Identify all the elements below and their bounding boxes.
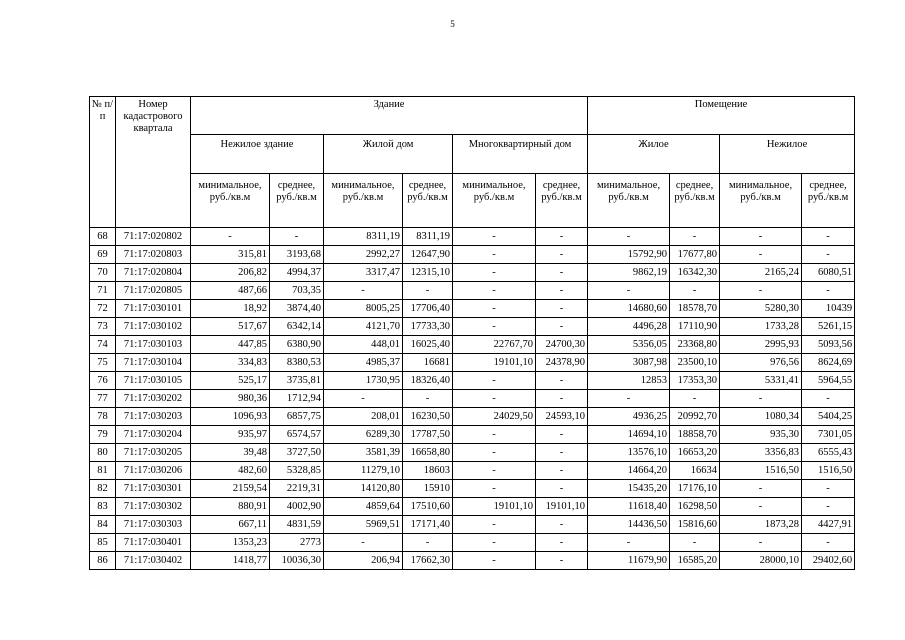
- value-cell: 8624,69: [802, 354, 855, 372]
- value-cell: -: [536, 552, 588, 570]
- page-number: 5: [450, 19, 455, 29]
- value-cell: 24029,50: [453, 408, 536, 426]
- value-cell: -: [536, 426, 588, 444]
- value-cell: -: [720, 390, 802, 408]
- value-cell: 1353,23: [191, 534, 270, 552]
- value-cell: 29402,60: [802, 552, 855, 570]
- value-cell: 1418,77: [191, 552, 270, 570]
- value-cell: 8311,19: [403, 228, 453, 246]
- value-cell: 2992,27: [324, 246, 403, 264]
- value-cell: 16681: [403, 354, 453, 372]
- header-cadastral: Номер кадастрового квартала: [116, 97, 191, 228]
- header-avg: среднее, руб./кв.м: [403, 174, 453, 228]
- value-cell: 667,11: [191, 516, 270, 534]
- value-cell: -: [536, 516, 588, 534]
- value-cell: 206,94: [324, 552, 403, 570]
- row-number-cell: 83: [90, 498, 116, 516]
- value-cell: -: [453, 372, 536, 390]
- value-cell: -: [453, 264, 536, 282]
- value-cell: -: [720, 534, 802, 552]
- table-row: [90, 354, 855, 372]
- header-min: минимальное, руб./кв.м: [324, 174, 403, 228]
- value-cell: 10036,30: [270, 552, 324, 570]
- value-cell: -: [453, 534, 536, 552]
- table-row: [90, 282, 855, 300]
- value-cell: -: [536, 282, 588, 300]
- row-number-cell: 72: [90, 300, 116, 318]
- value-cell: -: [588, 228, 670, 246]
- value-cell: -: [670, 534, 720, 552]
- value-cell: -: [588, 282, 670, 300]
- value-cell: -: [453, 462, 536, 480]
- value-cell: 2159,54: [191, 480, 270, 498]
- value-cell: -: [802, 282, 855, 300]
- value-cell: 16230,50: [403, 408, 453, 426]
- value-cell: 18578,70: [670, 300, 720, 318]
- value-cell: -: [324, 282, 403, 300]
- table-row: [90, 336, 855, 354]
- value-cell: -: [588, 390, 670, 408]
- table-row: [90, 372, 855, 390]
- value-cell: -: [403, 390, 453, 408]
- value-cell: -: [720, 498, 802, 516]
- value-cell: 14694,10: [588, 426, 670, 444]
- value-cell: -: [670, 390, 720, 408]
- value-cell: 4831,59: [270, 516, 324, 534]
- header-min: минимальное, руб./кв.м: [588, 174, 670, 228]
- value-cell: -: [802, 534, 855, 552]
- cadastral-number-cell: 71:17:030101: [116, 300, 191, 318]
- header-min: минимальное, руб./кв.м: [453, 174, 536, 228]
- value-cell: 1873,28: [720, 516, 802, 534]
- value-cell: 6080,51: [802, 264, 855, 282]
- table-row: [90, 426, 855, 444]
- header-premises: Помещение: [588, 97, 855, 135]
- value-cell: 18326,40: [403, 372, 453, 390]
- value-cell: 12853: [588, 372, 670, 390]
- row-number-cell: 69: [90, 246, 116, 264]
- value-cell: 517,67: [191, 318, 270, 336]
- header-min: минимальное, руб./кв.м: [720, 174, 802, 228]
- value-cell: 17510,60: [403, 498, 453, 516]
- value-cell: -: [720, 228, 802, 246]
- value-cell: 15816,60: [670, 516, 720, 534]
- row-number-cell: 85: [90, 534, 116, 552]
- value-cell: -: [536, 228, 588, 246]
- value-cell: 3087,98: [588, 354, 670, 372]
- value-cell: 8005,25: [324, 300, 403, 318]
- row-number-cell: 78: [90, 408, 116, 426]
- value-cell: -: [403, 534, 453, 552]
- value-cell: 24593,10: [536, 408, 588, 426]
- value-cell: 14436,50: [588, 516, 670, 534]
- value-cell: 980,36: [191, 390, 270, 408]
- value-cell: 334,83: [191, 354, 270, 372]
- header-house: Жилой дом: [324, 135, 453, 174]
- table-row: [90, 408, 855, 426]
- value-cell: 487,66: [191, 282, 270, 300]
- row-number-cell: 75: [90, 354, 116, 372]
- cadastral-number-cell: 71:17:030402: [116, 552, 191, 570]
- value-cell: 18,92: [191, 300, 270, 318]
- value-cell: -: [453, 444, 536, 462]
- value-cell: 315,81: [191, 246, 270, 264]
- value-cell: 2165,24: [720, 264, 802, 282]
- table-row: [90, 228, 855, 246]
- value-cell: 8380,53: [270, 354, 324, 372]
- value-cell: 4427,91: [802, 516, 855, 534]
- value-cell: 7301,05: [802, 426, 855, 444]
- table-row: [90, 300, 855, 318]
- value-cell: 6555,43: [802, 444, 855, 462]
- value-cell: 4121,70: [324, 318, 403, 336]
- cadastral-number-cell: 71:17:030102: [116, 318, 191, 336]
- value-cell: 16634: [670, 462, 720, 480]
- cadastral-number-cell: 71:17:030204: [116, 426, 191, 444]
- header-nonres-building: Нежилое здание: [191, 135, 324, 174]
- table-row: [90, 444, 855, 462]
- value-cell: 482,60: [191, 462, 270, 480]
- value-cell: 5331,41: [720, 372, 802, 390]
- value-cell: 3874,40: [270, 300, 324, 318]
- value-cell: 5404,25: [802, 408, 855, 426]
- value-cell: 3317,47: [324, 264, 403, 282]
- row-number-cell: 80: [90, 444, 116, 462]
- value-cell: 15792,90: [588, 246, 670, 264]
- value-cell: 17733,30: [403, 318, 453, 336]
- value-cell: 19101,10: [453, 354, 536, 372]
- value-cell: -: [720, 480, 802, 498]
- value-cell: -: [802, 228, 855, 246]
- header-num: № п/п: [90, 97, 116, 228]
- header-residential: Жилое: [588, 135, 720, 174]
- value-cell: 2995,93: [720, 336, 802, 354]
- value-cell: 525,17: [191, 372, 270, 390]
- table-row: [90, 480, 855, 498]
- table-row: [90, 246, 855, 264]
- value-cell: -: [536, 318, 588, 336]
- value-cell: 6380,90: [270, 336, 324, 354]
- table-row: [90, 462, 855, 480]
- value-cell: 703,35: [270, 282, 324, 300]
- value-cell: 17677,80: [670, 246, 720, 264]
- value-cell: 14680,60: [588, 300, 670, 318]
- value-cell: 6289,30: [324, 426, 403, 444]
- value-cell: 206,82: [191, 264, 270, 282]
- value-cell: -: [536, 444, 588, 462]
- row-number-cell: 70: [90, 264, 116, 282]
- value-cell: 1096,93: [191, 408, 270, 426]
- value-cell: 12315,10: [403, 264, 453, 282]
- cadastral-number-cell: 71:17:030205: [116, 444, 191, 462]
- value-cell: 11679,90: [588, 552, 670, 570]
- row-number-cell: 68: [90, 228, 116, 246]
- value-cell: -: [536, 462, 588, 480]
- cadastral-number-cell: 71:17:030203: [116, 408, 191, 426]
- value-cell: -: [453, 390, 536, 408]
- value-cell: -: [536, 264, 588, 282]
- value-cell: 5356,05: [588, 336, 670, 354]
- value-cell: -: [670, 282, 720, 300]
- value-cell: 5969,51: [324, 516, 403, 534]
- value-cell: -: [802, 480, 855, 498]
- value-cell: 15435,20: [588, 480, 670, 498]
- value-cell: -: [453, 282, 536, 300]
- row-number-cell: 76: [90, 372, 116, 390]
- value-cell: 935,97: [191, 426, 270, 444]
- cadastral-number-cell: 71:17:020804: [116, 264, 191, 282]
- value-cell: 16342,30: [670, 264, 720, 282]
- value-cell: 16298,50: [670, 498, 720, 516]
- cadastral-number-cell: 71:17:020805: [116, 282, 191, 300]
- cadastral-number-cell: 71:17:030302: [116, 498, 191, 516]
- value-cell: 3193,68: [270, 246, 324, 264]
- value-cell: 2773: [270, 534, 324, 552]
- value-cell: 5964,55: [802, 372, 855, 390]
- value-cell: 4936,25: [588, 408, 670, 426]
- value-cell: 3356,83: [720, 444, 802, 462]
- row-number-cell: 79: [90, 426, 116, 444]
- value-cell: 16025,40: [403, 336, 453, 354]
- value-cell: -: [536, 300, 588, 318]
- value-cell: -: [453, 552, 536, 570]
- value-cell: 4002,90: [270, 498, 324, 516]
- table-row: [90, 318, 855, 336]
- value-cell: 1516,50: [720, 462, 802, 480]
- value-cell: 17787,50: [403, 426, 453, 444]
- value-cell: 976,56: [720, 354, 802, 372]
- value-cell: 19101,10: [453, 498, 536, 516]
- value-cell: 18603: [403, 462, 453, 480]
- value-cell: -: [453, 300, 536, 318]
- table-row: [90, 516, 855, 534]
- value-cell: -: [324, 390, 403, 408]
- value-cell: -: [453, 516, 536, 534]
- value-cell: 3735,81: [270, 372, 324, 390]
- value-cell: 23500,10: [670, 354, 720, 372]
- value-cell: 448,01: [324, 336, 403, 354]
- value-cell: 1080,34: [720, 408, 802, 426]
- value-cell: 6857,75: [270, 408, 324, 426]
- cadastral-number-cell: 71:17:030301: [116, 480, 191, 498]
- value-cell: -: [453, 480, 536, 498]
- table-row: [90, 534, 855, 552]
- table-row: [90, 390, 855, 408]
- value-cell: 1712,94: [270, 390, 324, 408]
- cadastral-number-cell: 71:17:030104: [116, 354, 191, 372]
- value-cell: 28000,10: [720, 552, 802, 570]
- value-cell: 19101,10: [536, 498, 588, 516]
- value-cell: 11618,40: [588, 498, 670, 516]
- value-cell: 11279,10: [324, 462, 403, 480]
- value-cell: -: [720, 246, 802, 264]
- value-cell: 5280,30: [720, 300, 802, 318]
- header-avg: среднее, руб./кв.м: [270, 174, 324, 228]
- header-avg: среднее, руб./кв.м: [670, 174, 720, 228]
- cadastral-number-cell: 71:17:030303: [116, 516, 191, 534]
- value-cell: -: [270, 228, 324, 246]
- value-cell: 880,91: [191, 498, 270, 516]
- row-number-cell: 84: [90, 516, 116, 534]
- value-cell: 4496,28: [588, 318, 670, 336]
- value-cell: -: [191, 228, 270, 246]
- table-row: [90, 498, 855, 516]
- value-cell: -: [670, 228, 720, 246]
- value-cell: 17662,30: [403, 552, 453, 570]
- value-cell: -: [588, 534, 670, 552]
- value-cell: 24378,90: [536, 354, 588, 372]
- cadastral-number-cell: 71:17:030401: [116, 534, 191, 552]
- value-cell: 6342,14: [270, 318, 324, 336]
- value-cell: -: [403, 282, 453, 300]
- value-cell: 17353,30: [670, 372, 720, 390]
- value-cell: -: [536, 390, 588, 408]
- value-cell: 447,85: [191, 336, 270, 354]
- value-cell: 17110,90: [670, 318, 720, 336]
- header-min: минимальное, руб./кв.м: [191, 174, 270, 228]
- value-cell: -: [802, 390, 855, 408]
- row-number-cell: 77: [90, 390, 116, 408]
- row-number-cell: 74: [90, 336, 116, 354]
- cadastral-number-cell: 71:17:020802: [116, 228, 191, 246]
- value-cell: 15910: [403, 480, 453, 498]
- value-cell: 20992,70: [670, 408, 720, 426]
- value-cell: 14664,20: [588, 462, 670, 480]
- value-cell: 16658,80: [403, 444, 453, 462]
- value-cell: -: [453, 318, 536, 336]
- value-cell: -: [802, 246, 855, 264]
- value-cell: 4985,37: [324, 354, 403, 372]
- value-cell: 16653,20: [670, 444, 720, 462]
- value-cell: 18858,70: [670, 426, 720, 444]
- value-cell: -: [536, 246, 588, 264]
- header-apartment-building: Многоквартирный дом: [453, 135, 588, 174]
- value-cell: 8311,19: [324, 228, 403, 246]
- value-cell: 4859,64: [324, 498, 403, 516]
- value-cell: -: [453, 246, 536, 264]
- row-number-cell: 81: [90, 462, 116, 480]
- value-cell: 9862,19: [588, 264, 670, 282]
- value-cell: 5328,85: [270, 462, 324, 480]
- cadastral-number-cell: 71:17:030105: [116, 372, 191, 390]
- value-cell: 5093,56: [802, 336, 855, 354]
- value-cell: 39,48: [191, 444, 270, 462]
- table-body: [90, 228, 855, 570]
- value-cell: -: [536, 480, 588, 498]
- value-cell: -: [802, 498, 855, 516]
- header-avg: среднее, руб./кв.м: [536, 174, 588, 228]
- value-cell: 17706,40: [403, 300, 453, 318]
- table-row: [90, 552, 855, 570]
- row-number-cell: 86: [90, 552, 116, 570]
- value-cell: 1516,50: [802, 462, 855, 480]
- value-cell: 17176,10: [670, 480, 720, 498]
- value-cell: 2219,31: [270, 480, 324, 498]
- cadastral-number-cell: 71:17:030206: [116, 462, 191, 480]
- value-cell: 10439: [802, 300, 855, 318]
- value-cell: -: [453, 228, 536, 246]
- value-cell: 6574,57: [270, 426, 324, 444]
- value-cell: 4994,37: [270, 264, 324, 282]
- header-avg: среднее, руб./кв.м: [802, 174, 855, 228]
- value-cell: 3581,39: [324, 444, 403, 462]
- value-cell: 13576,10: [588, 444, 670, 462]
- value-cell: 14120,80: [324, 480, 403, 498]
- value-cell: -: [720, 282, 802, 300]
- cadastral-number-cell: 71:17:020803: [116, 246, 191, 264]
- cadastral-value-table: [89, 96, 855, 570]
- value-cell: 1733,28: [720, 318, 802, 336]
- value-cell: 17171,40: [403, 516, 453, 534]
- value-cell: 22767,70: [453, 336, 536, 354]
- value-cell: 12647,90: [403, 246, 453, 264]
- value-cell: 935,30: [720, 426, 802, 444]
- value-cell: 5261,15: [802, 318, 855, 336]
- row-number-cell: 73: [90, 318, 116, 336]
- cadastral-number-cell: 71:17:030202: [116, 390, 191, 408]
- value-cell: -: [536, 534, 588, 552]
- row-number-cell: 82: [90, 480, 116, 498]
- row-number-cell: 71: [90, 282, 116, 300]
- value-cell: -: [324, 534, 403, 552]
- value-cell: 24700,30: [536, 336, 588, 354]
- value-cell: 1730,95: [324, 372, 403, 390]
- header-nonresidential: Нежилое: [720, 135, 855, 174]
- value-cell: 3727,50: [270, 444, 324, 462]
- table-row: [90, 264, 855, 282]
- cadastral-number-cell: 71:17:030103: [116, 336, 191, 354]
- value-cell: 208,01: [324, 408, 403, 426]
- value-cell: 16585,20: [670, 552, 720, 570]
- value-cell: -: [453, 426, 536, 444]
- value-cell: 23368,80: [670, 336, 720, 354]
- value-cell: -: [536, 372, 588, 390]
- header-building: Здание: [191, 97, 588, 135]
